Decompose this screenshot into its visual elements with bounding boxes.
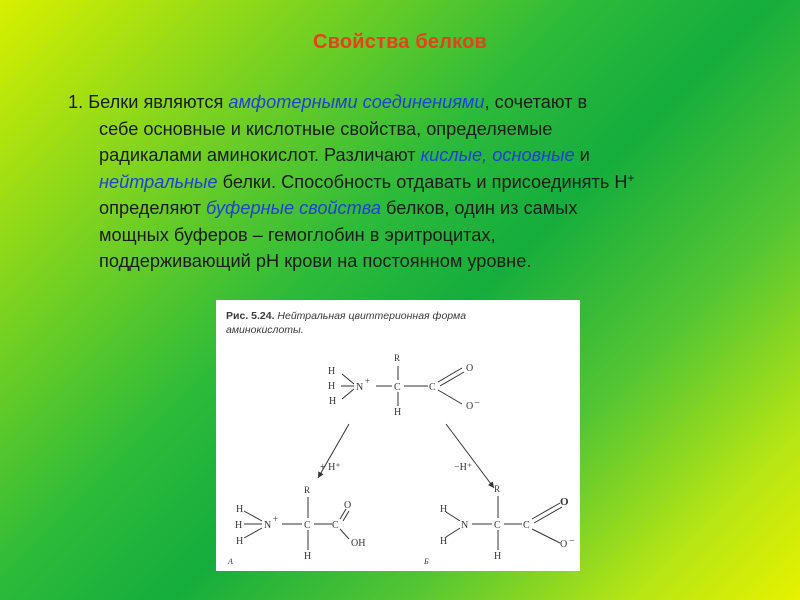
text-span: белки. Способность отдавать и присоединять Н <box>217 171 628 192</box>
atom-h: H <box>236 536 244 547</box>
charge-plus: + <box>365 376 371 386</box>
atom-o: O <box>466 363 474 374</box>
term-neutral: нейтральные <box>99 171 218 192</box>
text-span: 1. Белки являются <box>68 92 229 112</box>
atom-c: C <box>523 520 530 531</box>
body-line-7 <box>68 248 718 275</box>
atom-h: H <box>329 396 337 407</box>
atom-h: H <box>236 504 244 515</box>
body-line-4 <box>68 169 718 196</box>
term-buffer-properties: буферные свойства <box>206 198 381 218</box>
atom-h: H <box>328 366 336 377</box>
atom-o: O <box>466 401 474 412</box>
text-span: и <box>574 145 590 165</box>
panel-label-a: А <box>228 557 233 566</box>
atom-h: H <box>235 520 243 531</box>
hydroxyl-oh: OH <box>351 538 366 549</box>
atom-o: O <box>560 539 568 550</box>
text-span: определяют <box>99 198 207 218</box>
atom-h: H <box>440 504 448 515</box>
text-span: себе основные и кислотные свойства, определяемые <box>99 118 553 139</box>
atom-n: N <box>264 520 272 531</box>
charge-plus: + <box>273 514 279 524</box>
caption-text-line2: аминокислоты. <box>226 324 304 336</box>
text-span: белков, один из самых <box>381 198 578 218</box>
panel-label-b: Б <box>424 557 429 566</box>
arrow-label-add-proton: + H⁺ <box>320 462 341 473</box>
atom-c: C <box>429 382 436 393</box>
text-span: поддерживающий рН крови на постоянном уровне. <box>99 251 532 271</box>
atom-h: H <box>494 551 502 562</box>
body-line-6 <box>68 222 718 249</box>
caption-text: Нейтральная цвиттерионная форма <box>274 310 467 322</box>
atom-r: R <box>304 485 311 495</box>
body-line-2 <box>68 116 718 143</box>
text-span: , сочетают в <box>484 92 588 112</box>
atom-c: C <box>332 520 339 531</box>
atom-r: R <box>494 484 501 494</box>
body-line-5 <box>68 195 718 222</box>
atom-o: O <box>560 496 569 508</box>
body-line-1 <box>68 89 718 116</box>
atom-n: N <box>356 382 364 393</box>
slide-title: Свойства белков <box>312 31 488 53</box>
term-amphoteric: амфотерными соединениями <box>228 92 485 112</box>
term-acidic: кислые <box>420 145 483 165</box>
text-span: радикалами аминокислот. Различают <box>99 145 421 165</box>
atom-c: C <box>304 520 311 531</box>
structure-diagram <box>216 300 580 571</box>
text-span: мощных буферов – гемоглобин в эритроцитах, <box>99 224 496 245</box>
atom-o: O <box>344 500 352 511</box>
atom-h: H <box>328 381 336 392</box>
atom-h: H <box>394 407 402 418</box>
atom-r: R <box>394 353 401 363</box>
charge-minus: − <box>474 398 480 409</box>
superscript: + <box>627 170 635 185</box>
term-basic: основные <box>492 145 575 165</box>
amino-acid-figure <box>216 300 580 571</box>
text-span: , <box>482 145 493 165</box>
atom-h: H <box>440 536 448 547</box>
body-line-3 <box>68 142 718 169</box>
atom-c: C <box>394 382 401 393</box>
arrow-label-remove-proton: −H⁺ <box>454 462 473 473</box>
atom-n: N <box>461 520 469 531</box>
body-paragraph <box>68 89 718 275</box>
caption-number: Рис. 5.24. <box>226 310 275 322</box>
atom-c: C <box>494 520 501 531</box>
charge-minus: − <box>569 536 575 547</box>
atom-h: H <box>304 551 312 562</box>
